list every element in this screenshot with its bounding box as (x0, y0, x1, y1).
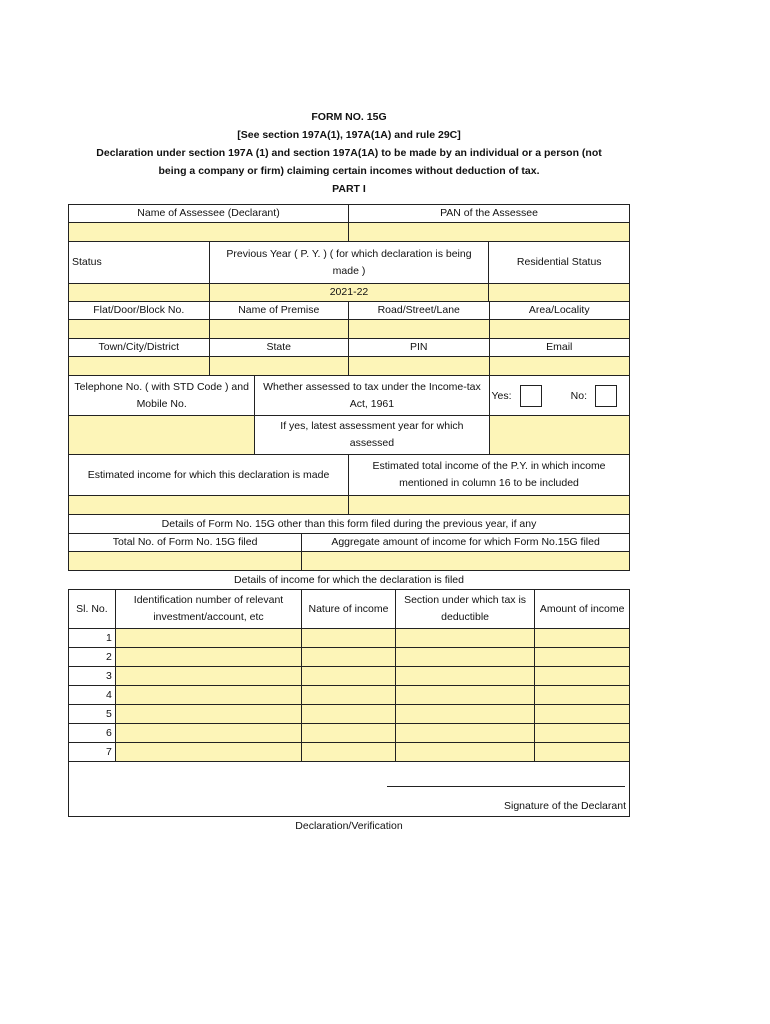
section-field[interactable] (396, 705, 536, 723)
table-row (68, 648, 630, 667)
table-row (68, 724, 630, 743)
amount-field[interactable] (535, 648, 629, 666)
table-row (68, 667, 630, 686)
previous-year-label: Previous Year ( P. Y. ) ( for which declaration is being made ) (210, 242, 490, 283)
nature-field[interactable] (302, 724, 396, 742)
section-field[interactable] (396, 743, 536, 761)
col-identification: Identification number of relevant investment/account, etc (116, 590, 302, 628)
identification-field[interactable] (116, 705, 302, 723)
town-label: Town/City/District (69, 339, 210, 356)
state-label: State (210, 339, 350, 356)
road-field[interactable] (349, 320, 490, 338)
nature-field[interactable] (302, 686, 396, 704)
row-number: 6 (69, 724, 116, 742)
identification-field[interactable] (116, 743, 302, 761)
col-sl-no: Sl. No. (69, 590, 116, 628)
assessed-label: Whether assessed to tax under the Income-tax Act, 1961 (255, 376, 488, 416)
pin-field[interactable] (349, 357, 490, 375)
row-number: 7 (69, 743, 116, 761)
table-row (68, 743, 630, 762)
col-nature: Nature of income (302, 590, 396, 628)
est-income-label: Estimated income for which this declaration is made (69, 455, 349, 495)
est-total-income-label: Estimated total income of the P.Y. in which income mentioned in column 16 to be included (372, 460, 606, 489)
area-label: Area/Locality (528, 304, 590, 316)
nature-field[interactable] (302, 705, 396, 723)
email-field[interactable] (490, 357, 630, 375)
part-title: PART I (332, 183, 366, 195)
income-table-body (68, 629, 630, 762)
total-forms-field[interactable] (69, 552, 302, 570)
previous-year-field[interactable]: 2021-22 (210, 284, 490, 301)
telephone-label: Telephone No. ( with STD Code ) and Mobile No. (69, 376, 254, 416)
pan-field[interactable] (349, 223, 629, 241)
identification-field[interactable] (116, 686, 302, 704)
yes-label: Yes: (491, 389, 512, 402)
no-checkbox[interactable] (595, 385, 617, 407)
col-section: Section under which tax is deductible (396, 590, 536, 628)
declaration-line-2: being a company or firm) claiming certain incomes without deduction of tax. (158, 165, 540, 177)
section-field[interactable] (396, 724, 536, 742)
amount-field[interactable] (535, 705, 629, 723)
row-number: 1 (69, 629, 116, 647)
name-of-assessee-label: Name of Assessee (Declarant) (69, 205, 349, 222)
est-income-field[interactable] (69, 496, 349, 514)
premise-field[interactable] (210, 320, 350, 338)
premise-label: Name of Premise (210, 302, 350, 319)
form-15g-table (68, 204, 630, 835)
identification-field[interactable] (116, 667, 302, 685)
form-number: FORM NO. 15G (311, 111, 387, 123)
row-number: 4 (69, 686, 116, 704)
col-amount: Amount of income (539, 602, 625, 615)
nature-field[interactable] (302, 743, 396, 761)
email-label: Email (546, 341, 573, 353)
identification-field[interactable] (116, 629, 302, 647)
signature-area (68, 762, 630, 817)
nature-field[interactable] (302, 629, 396, 647)
table-row (68, 705, 630, 724)
nature-field[interactable] (302, 667, 396, 685)
flat-field[interactable] (69, 320, 210, 338)
identification-field[interactable] (116, 724, 302, 742)
income-table-header (68, 589, 630, 629)
identification-field[interactable] (116, 648, 302, 666)
row-number: 5 (69, 705, 116, 723)
aggregate-label: Aggregate amount of income for which Form No.15G filed (331, 536, 600, 548)
residential-status-field[interactable] (489, 284, 629, 301)
assessed-options (490, 376, 630, 416)
row-number: 3 (69, 667, 116, 685)
no-label: No: (570, 389, 587, 402)
form-header (68, 108, 630, 198)
road-label: Road/Street/Lane (349, 302, 490, 319)
town-field[interactable] (69, 357, 210, 375)
table-row (68, 629, 630, 648)
declaration-line-1: Declaration under section 197A (1) and section 197A(1A) to be made by an individual or a person (not (96, 147, 602, 159)
yes-checkbox[interactable] (520, 385, 542, 407)
other-forms-label: Details of Form No. 15G other than this form filed during the previous year, if any (161, 517, 537, 530)
latest-ay-label: If yes, latest assessment year for which assessed (255, 416, 488, 455)
latest-ay-field[interactable] (490, 416, 630, 455)
pan-label: PAN of the Assessee (440, 207, 538, 219)
section-field[interactable] (396, 667, 536, 685)
signature-line[interactable] (387, 786, 625, 787)
est-total-income-field[interactable] (349, 496, 629, 514)
row-number: 2 (69, 648, 116, 666)
declaration-verification-title: Declaration/Verification (295, 820, 403, 832)
section-field[interactable] (396, 648, 536, 666)
name-of-assessee-field[interactable] (69, 223, 349, 241)
total-forms-label: Total No. of Form No. 15G filed (69, 534, 302, 551)
form-section: [See section 197A(1), 197A(1A) and rule 29C] (237, 129, 461, 141)
nature-field[interactable] (302, 648, 396, 666)
aggregate-field[interactable] (302, 552, 629, 570)
amount-field[interactable] (535, 629, 629, 647)
amount-field[interactable] (535, 743, 629, 761)
amount-field[interactable] (535, 724, 629, 742)
signature-label: Signature of the Declarant (504, 800, 626, 812)
section-field[interactable] (396, 629, 536, 647)
residential-status-label: Residential Status (516, 256, 602, 268)
telephone-field[interactable] (69, 416, 254, 455)
amount-field[interactable] (535, 686, 629, 704)
status-field[interactable] (69, 284, 210, 301)
section-field[interactable] (396, 686, 536, 704)
amount-field[interactable] (535, 667, 629, 685)
table-row (68, 686, 630, 705)
income-table-caption: Details of income for which the declaration is filed (234, 574, 464, 586)
pin-label: PIN (349, 339, 490, 356)
status-label: Status (69, 242, 210, 283)
state-field[interactable] (210, 357, 350, 375)
area-field[interactable] (490, 320, 630, 338)
flat-label: Flat/Door/Block No. (69, 302, 210, 319)
